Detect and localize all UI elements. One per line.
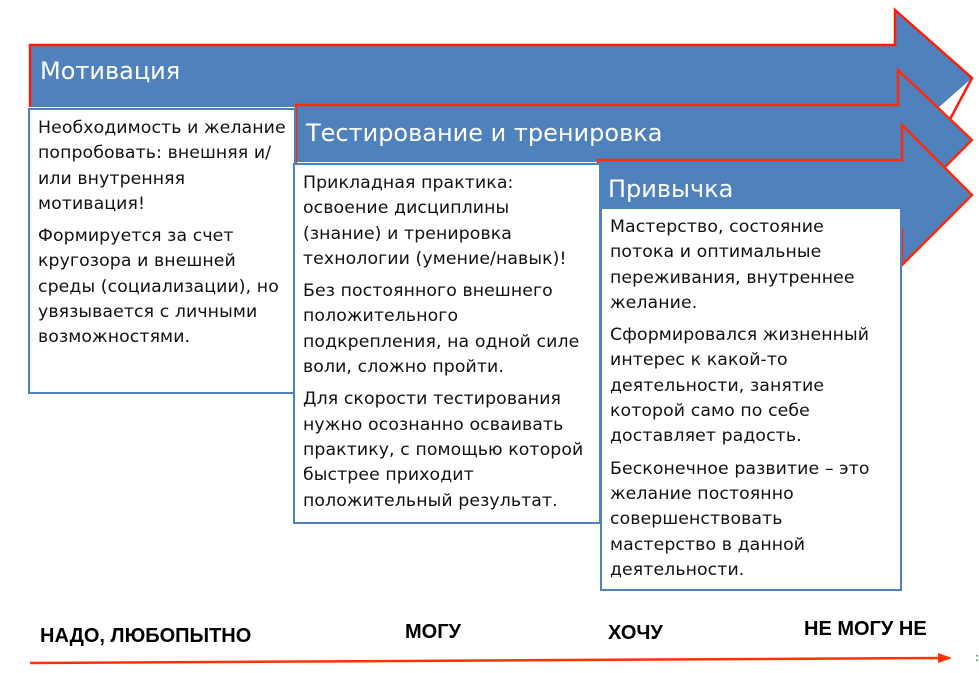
stage-box-motivation	[28, 108, 296, 394]
timeline-label-need: НАДО, ЛЮБОПЫТНО	[40, 625, 252, 647]
stage-box-habit	[600, 207, 902, 591]
habit-paragraph-2: Сформировался жизненный интерес к какой-то деятельности, занятие которой само по себе доставляет радость.	[610, 325, 870, 447]
slide-number-fragment: :	[975, 650, 979, 664]
testing-paragraph-2: Без постоянного внешнего положительного подкрепления, на одной силе воли, сложно пройти.	[303, 281, 580, 378]
stage-title-habit: Привычка	[608, 175, 734, 203]
habit-paragraph-1: Мастерство, состояние потока и оптимальные переживания, внутреннее желание.	[610, 217, 855, 313]
timeline-label-cannot-not: НЕ МОГУ НЕ	[804, 618, 927, 640]
testing-paragraph-3: Для скорости тестирования нужно осознанно осваивать практику, с помощью которой быстрее приходит положительный результат.	[303, 389, 584, 511]
timeline-arrow	[0, 640, 975, 673]
motivation-paragraph-1: Необходимость и желание попробовать: внешняя и/или внутренняя мотивация!	[38, 118, 286, 214]
timeline-label-can: МОГУ	[405, 621, 461, 643]
stage-title-testing: Тестирование и тренировка	[306, 119, 663, 147]
stage-title-motivation: Мотивация	[40, 57, 181, 85]
habit-paragraph-3: Бесконечное развитие – это желание постоянно совершенствовать мастерство в данной деятельности.	[610, 458, 870, 580]
timeline-label-want: ХОЧУ	[608, 622, 663, 644]
motivation-paragraph-2: Формируется за счет кругозора и внешней среды (социализации), но увязывается с личными возможностями.	[38, 226, 279, 348]
stage-box-testing	[293, 163, 601, 524]
testing-paragraph-1: Прикладная практика: освоение дисциплины (знание) и тренировка технологии (умение/навык)!	[303, 173, 567, 269]
